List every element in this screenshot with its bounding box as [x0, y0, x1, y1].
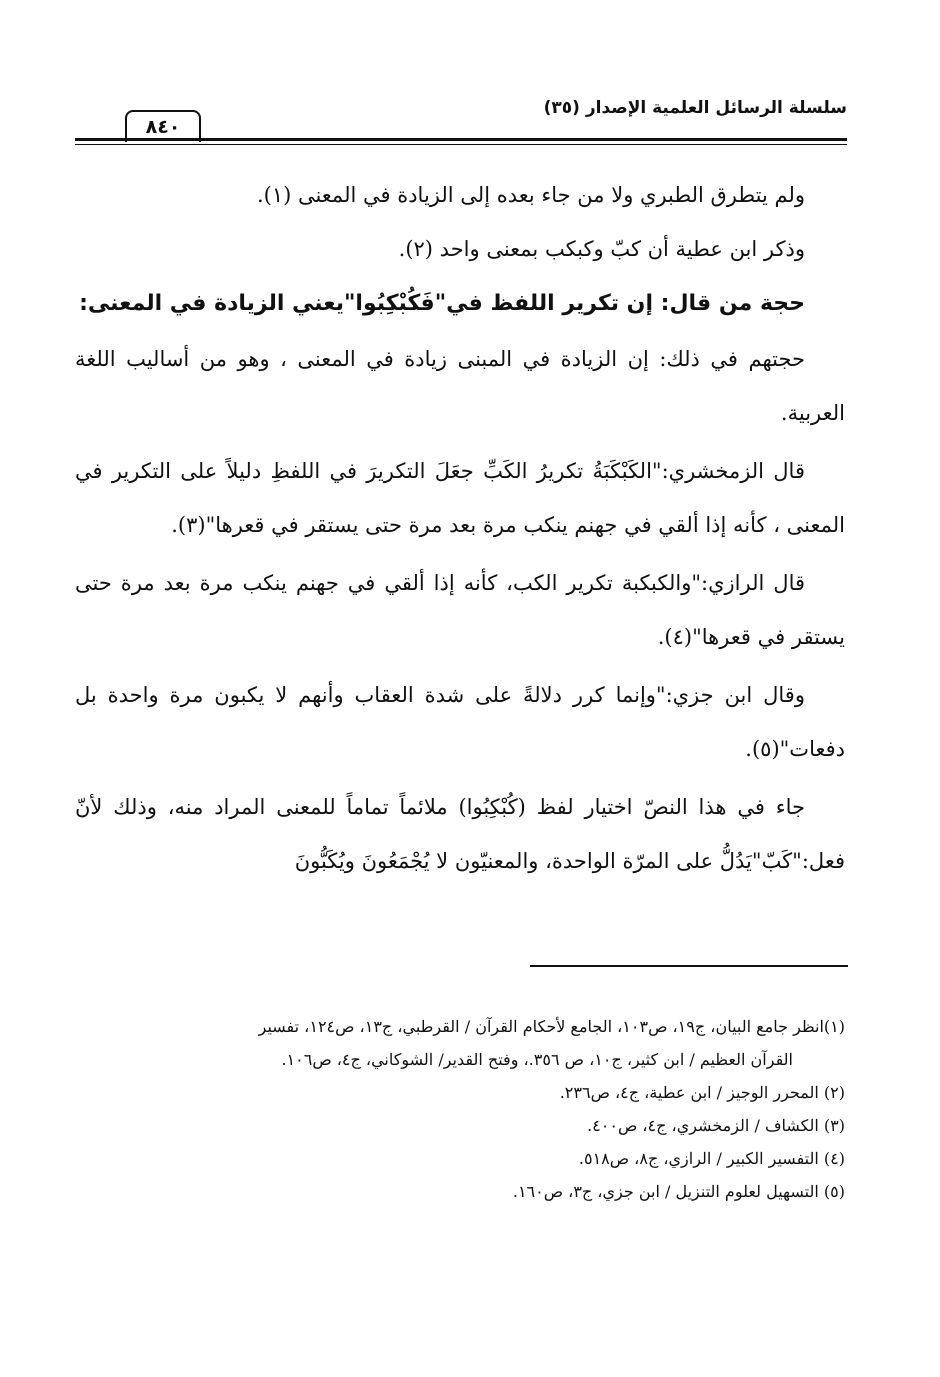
page-header: [75, 92, 847, 152]
header-rule-thin: [75, 144, 847, 145]
footnote-3: (٣) الكشاف / الزمخشري، ج٤، ص٤٠٠.: [587, 1116, 845, 1135]
paragraph-5: قال الرازي:"والكبكبة تكرير الكب، كأنه إذا ألقي في جهنم ينكب مرة بعد مرة حتى يستقر في قعرها"(٤).: [75, 571, 845, 649]
header-rule-thick: [75, 138, 847, 141]
footnote-2: (٢) المحرر الوجيز / ابن عطية، ج٤، ص٢٣٦.: [559, 1083, 845, 1102]
paragraph-2: وذكر ابن عطية أن كبّ وكبكب بمعنى واحد (٢).: [398, 237, 805, 261]
footnote-4: (٤) التفسير الكبير / الرازي، ج٨، ص٥١٨.: [578, 1149, 845, 1168]
paragraph-6: وقال ابن جزي:"وإنما كرر دلالةً على شدة العقاب وأنهم لا يكبون مرة واحدة بل دفعات"(٥).: [75, 683, 845, 761]
footnotes: [75, 1010, 845, 1208]
paragraph-3: حجتهم في ذلك: إن الزيادة في المبنى زيادة في المعنى ، وهو من أساليب اللغة العربية.: [75, 347, 845, 425]
footnote-1: (١)انظر جامع البيان، ج١٩، ص١٠٣، الجامع لأحكام القرآن / القرطبي، ج١٣، ص١٢٤، تفسير: [258, 1017, 845, 1036]
footnote-5: (٥) التسهيل لعلوم التنزيل / ابن جزي، ج٣، ص١٦٠.: [512, 1182, 845, 1201]
section-heading: حجة من قال: إن تكرير اللفظ في"فَكُبْكِبُوا"يعني الزيادة في المعنى:: [79, 291, 805, 316]
paragraph-7: جاء في هذا النصّ اختيار لفظ (كُبْكِبُوا) ملائماً تماماً للمعنى المراد منه، وذلك لأنّ فعل:"كَبّ"يَدُلُّ على المرّة الواحدة، والمعنيّون لا يُجْمَعُونَ ويُكَبُّونَ: [75, 795, 845, 873]
footnote-1-continued: القرآن العظيم / ابن كثير، ج١٠، ص ٣٥٦.، وفتح القدير/ الشوكاني، ج٤، ص١٠٦.: [281, 1050, 793, 1069]
paragraph-4: قال الزمخشري:"الكَبْكَبَةُ تكريرُ الكَبِّ جعَلَ التكريرَ في اللفظِ دليلاً على التكرير في المعنى ، كأنه إذا ألقي في جهنم ينكب مرة بعد مرة حتى يستقر في قعرها"(٣).: [75, 459, 845, 537]
page-number: ٨٤٠: [125, 110, 201, 142]
paragraph-1: ولم يتطرق الطبري ولا من جاء بعده إلى الزيادة في المعنى (١).: [256, 183, 805, 207]
series-title: سلسلة الرسائل العلمية الإصدار (٣٥): [543, 98, 847, 118]
footnote-separator: [530, 965, 848, 967]
body-text: [75, 168, 845, 888]
